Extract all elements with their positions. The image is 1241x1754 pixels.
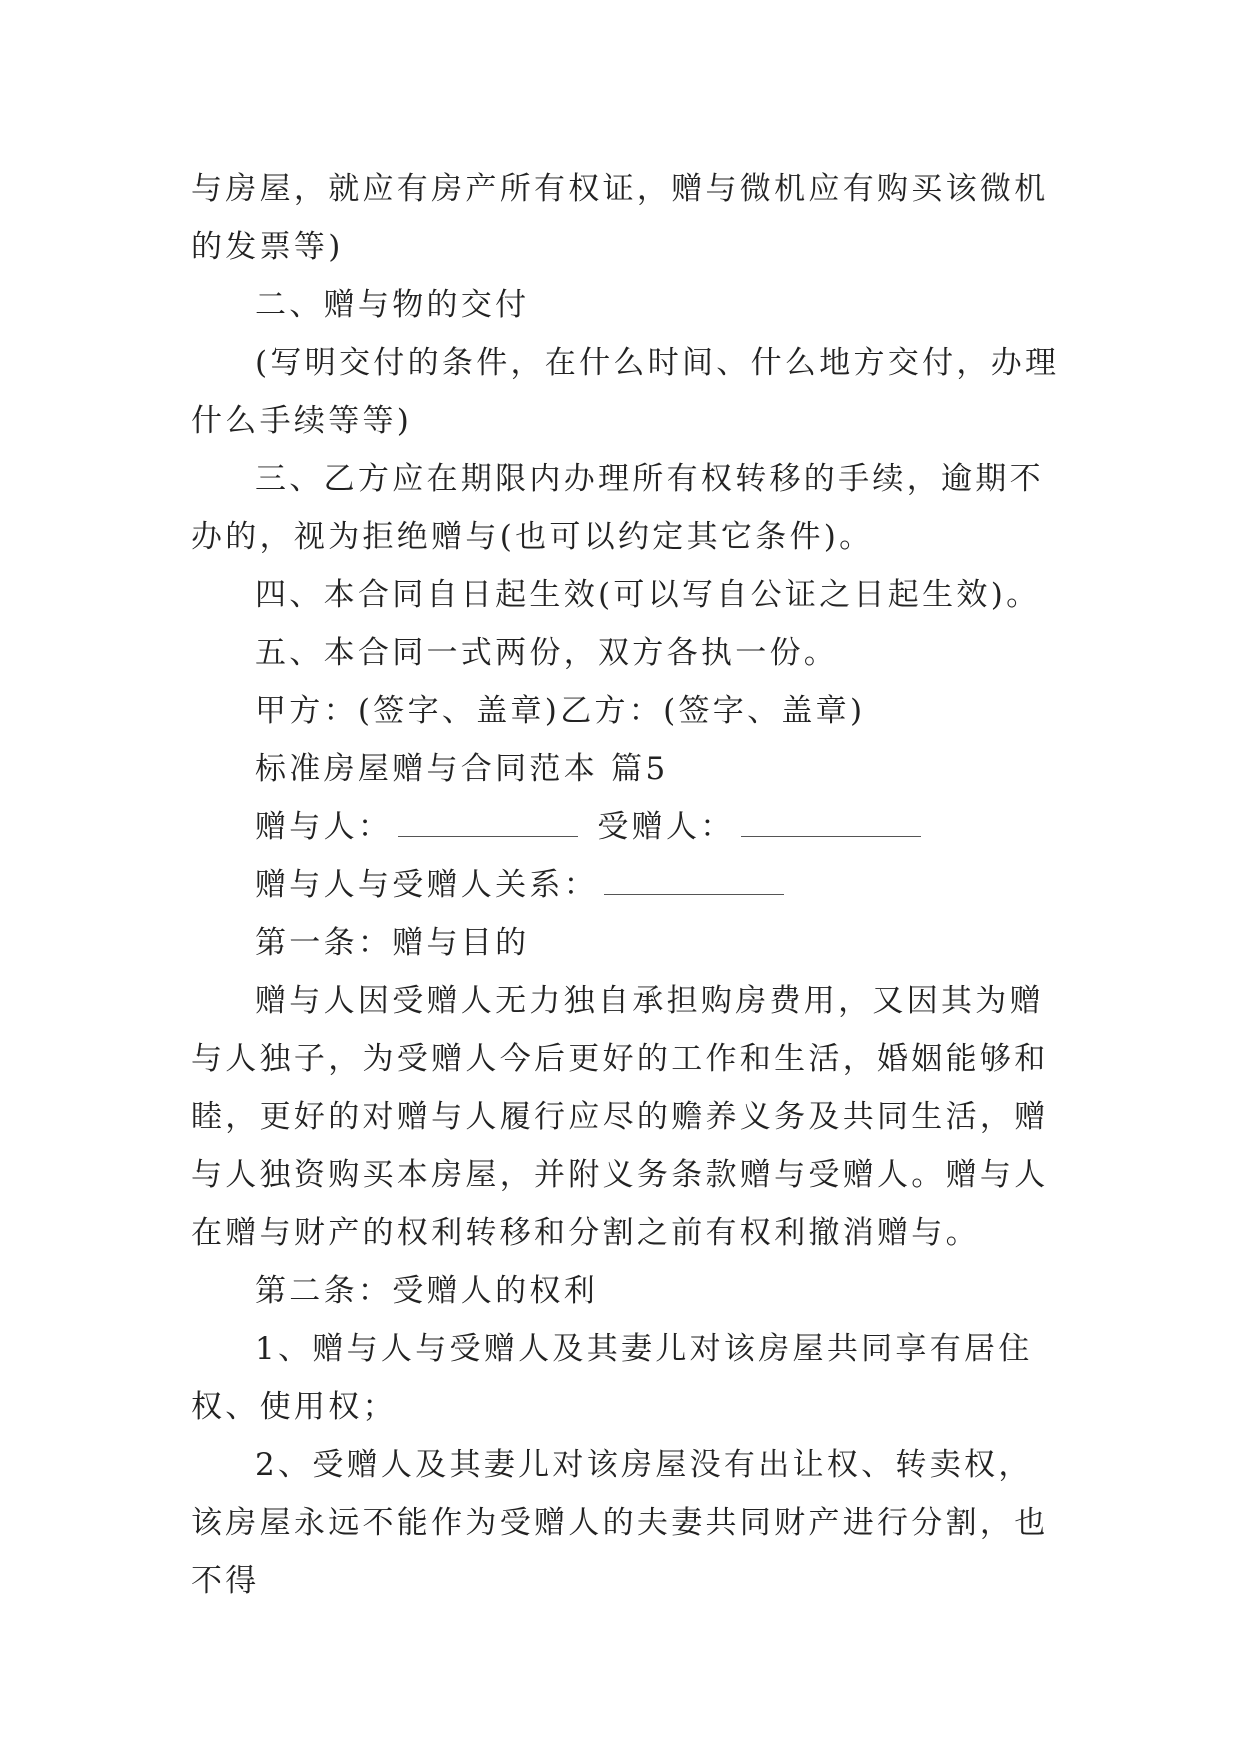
article-two-heading: 第二条：受赠人的权利 (255, 1273, 598, 1309)
clause-five: 五、本合同一式两份，双方各执一份。 (255, 635, 839, 671)
parties-line (191, 798, 1061, 856)
clause-three: 三、乙方应在期限内办理所有权转移的手续，逾期不办的，视为拒绝赠与(也可以约定其它条件)。 (191, 461, 1044, 555)
article-two-item-one: 1、赠与人与受赠人及其妻儿对该房屋共同享有居住权、使用权； (191, 1331, 1033, 1425)
relationship-line (191, 856, 1061, 914)
document-body (191, 160, 1061, 1610)
article-one-heading: 第一条：赠与目的 (255, 925, 530, 961)
article-one-body: 赠与人因受赠人无力独自承担购房费用，又因其为赠与人独子，为受赠人今后更好的工作和生活，婚姻能够和睦，更好的对赠与人履行应尽的赡养义务及共同生活，赠与人独资购买本房屋，并附义务条款赠与受赠人。赠与人在赠与财产的权利转移和分割之前有权利撤消赠与。 (191, 983, 1049, 1251)
donee-blank (741, 808, 921, 837)
paragraph-delivery-note: (写明交付的条件，在什么时间、什么地方交付，办理什么手续等等) (191, 345, 1060, 439)
template-title: 标准房屋赠与合同范本 篇5 (255, 751, 669, 787)
article-two-item-two: 2、受赠人及其妻儿对该房屋没有出让权、转卖权，该房屋永远不能作为受赠人的夫妻共同财产进行分割，也不得 (191, 1447, 1049, 1599)
relationship-label: 赠与人与受赠人关系： (255, 867, 598, 903)
donor-label: 赠与人： (255, 809, 393, 845)
signature-line: 甲方：(签字、盖章)乙方：(签字、盖章) (255, 693, 866, 729)
section-heading-delivery: 二、赠与物的交付 (255, 287, 530, 323)
paragraph-continuation: 与房屋，就应有房产所有权证，赠与微机应有购买该微机的发票等) (191, 171, 1049, 265)
donee-label: 受赠人： (597, 809, 735, 845)
relationship-blank (604, 866, 784, 895)
donor-blank (398, 808, 578, 837)
clause-four: 四、本合同自日起生效(可以写自公证之日起生效)。 (255, 577, 1041, 613)
